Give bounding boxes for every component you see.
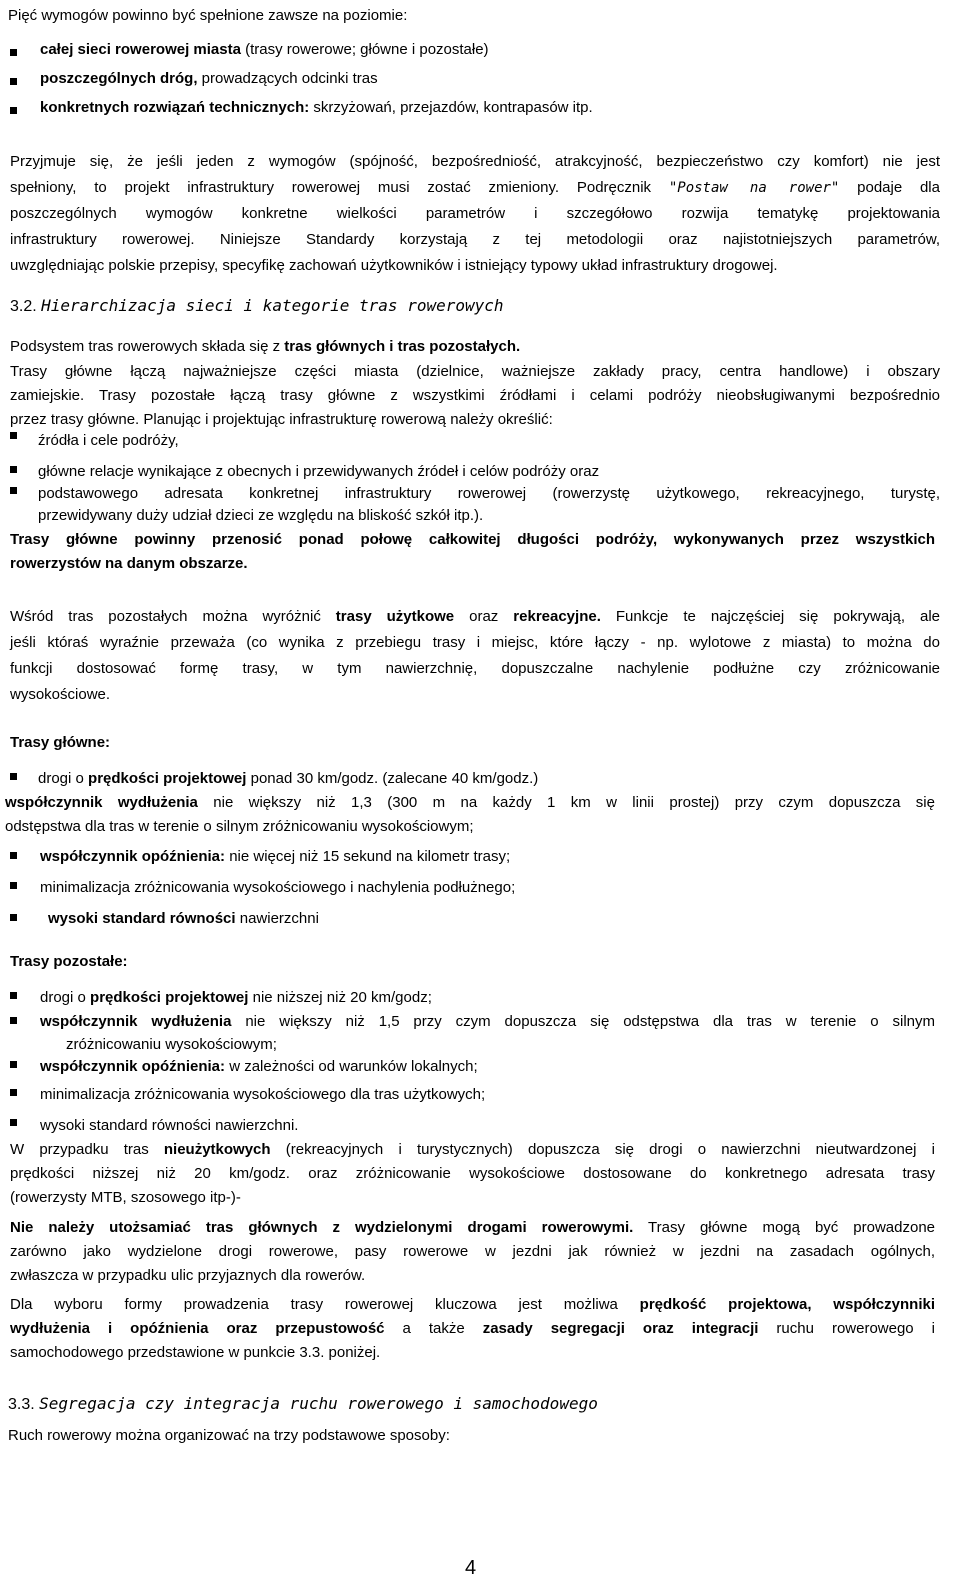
para1-line-1: Przyjmuje się, że jeśli jeden z wymogów (spójność, bezpośredniość, atrakcyjność, bezpieczeństwo czy komfort) nie jest: [10, 153, 940, 170]
section32-p1: Podsystem tras rowerowych składa się z tras głównych i tras pozostałych.: [10, 338, 521, 355]
intro-bullet-2: poszczególnych dróg, prowadzących odcinki tras: [40, 70, 378, 87]
glowne-bullet-3: minimalizacja zróżnicowania wysokościowego i nachylenia podłużnego;: [40, 879, 516, 896]
bullet-icon: [10, 992, 17, 999]
glowne-bullet-2: współczynnik opóźnienia: nie więcej niż 15 sekund na kilometr trasy;: [40, 848, 511, 865]
pozostale-p3-line-1: Dla wyboru formy prowadzenia trasy rowerowej kluczowa jest możliwa prędkość projektowa, współczynniki: [10, 1296, 935, 1313]
trasy-pozostale-heading: Trasy pozostałe:: [10, 953, 128, 970]
bullet-icon: [10, 107, 17, 114]
para1-line-2: spełniony, to projekt infrastruktury rowerowej musi zostać zmieniony. Podręcznik "Postaw na rower" podaje dla: [10, 179, 940, 196]
bullet-icon: [10, 914, 17, 921]
intro-bullet-1: całej sieci rowerowej miasta (trasy rowerowe; główne i pozostałe): [40, 41, 489, 58]
pozostale-p2-line-2: zarówno jako wydzielone drogi rowerowe, pasy rowerowe w jezdni jak również w jezdni na zasadach ogólnych,: [10, 1243, 935, 1260]
bullet-icon: [10, 1089, 17, 1096]
bullet-icon: [10, 487, 17, 494]
section32-bullet-1: źródła i cele podróży,: [38, 432, 179, 449]
bullet-icon: [10, 1119, 17, 1126]
pozostale-bullet-4: minimalizacja zróżnicowania wysokościowego dla tras użytkowych;: [40, 1086, 486, 1103]
para1-line-5: uwzględniając polskie przepisy, specyfikę zachowań użytkowników i istniejący typowy układ infrastruktury drogowej.: [10, 257, 778, 274]
pozostale-p3-line-2: wydłużenia i opóźnienia oraz przepustowość a także zasady segregacji oraz integracji ruchu rowerowego i: [10, 1320, 935, 1337]
section32-p3-line-3: funkcji dostosować formę trasy, w tym nawierzchnię, dopuszczalne nachylenie podłużne czy zróżnicowanie: [10, 660, 940, 677]
glowne-wydluzenie-line-2: odstępstwa dla tras w terenie o silnym zróżnicowaniu wysokościowym;: [5, 818, 474, 835]
page-number: 4: [465, 1557, 477, 1579]
pozostale-p1-line-3: (rowerzysty MTB, szosowego itp-)-: [10, 1189, 241, 1206]
bullet-icon: [10, 466, 17, 473]
pozostale-bullet-1: drogi o prędkości projektowej nie niższej niż 20 km/godz;: [40, 989, 432, 1006]
section32-p2-line-2: zamiejskie. Trasy pozostałe łączą trasy główne z wszystkimi źródłami i celami podróży nieobsługiwanymi bezpośrednio: [10, 387, 940, 404]
pozostale-bullet-2-line-2: zróżnicowaniu wysokościowym;: [66, 1036, 277, 1053]
pozostale-bullet-3: współczynnik opóźnienia: w zależności od warunków lokalnych;: [40, 1058, 478, 1075]
pozostale-p2-line-3: zwłaszcza w przypadku ulic przyjaznych dla rowerów.: [10, 1267, 366, 1284]
section32-p3-line-4: wysokościowe.: [10, 686, 111, 703]
glowne-wydluzenie-line-1: współczynnik wydłużenia nie większy niż 1,3 (300 m na każdy 1 km w linii prostej) przy czym dopuszcza się: [5, 794, 935, 811]
bullet-icon: [10, 78, 17, 85]
section32-bullet-3-line-2: przewidywany duży udział dzieci ze względu na bliskość szkół itp.).: [38, 507, 484, 524]
bullet-icon: [10, 773, 17, 780]
section32-bullet-3-line-1: podstawowego adresata konkretnej infrastruktury rowerowej (rowerzystę użytkowego, rekreacyjnego, turystę,: [38, 485, 940, 502]
section32-bold-line-2: rowerzystów na danym obszarze.: [10, 555, 248, 572]
section32-p2-line-1: Trasy główne łączą najważniejsze części miasta (dzielnice, ważniejsze zakłady pracy, centra handlowe) i obszary: [10, 363, 940, 380]
section32-p2-line-3: przez trasy główne. Planując i projektując infrastrukturę rowerową należy określić:: [10, 411, 553, 428]
section-3-3-heading: 3.3. Segregacja czy integracja ruchu rowerowego i samochodowego: [8, 1394, 598, 1413]
bullet-icon: [10, 1061, 17, 1068]
section32-bold-line-1: Trasy główne powinny przenosić ponad połowę całkowitej długości podróży, wykonywanych przez wszystkich: [10, 531, 935, 548]
pozostale-bullet-2-line-1: współczynnik wydłużenia nie większy niż 1,5 przy czym dopuszcza się odstępstwa dla tras w terenie o silnym: [40, 1013, 935, 1030]
pozostale-bullet-5: wysoki standard równości nawierzchni.: [40, 1117, 299, 1134]
section-3-2-heading: 3.2. Hierarchizacja sieci i kategorie tras rowerowych: [10, 296, 504, 315]
section33-p1: Ruch rowerowy można organizować na trzy podstawowe sposoby:: [8, 1427, 450, 1444]
pozostale-p2-line-1: Nie należy utożsamiać tras głównych z wydzielonymi drogami rowerowymi. Trasy główne mogą być prowadzone: [10, 1219, 936, 1236]
pozostale-p1-line-2: prędkości niższej niż 20 km/godz. oraz zróżnicowanie wysokościowe dostosowane do konkretnego adresata trasy: [10, 1165, 935, 1182]
bullet-icon: [10, 882, 17, 889]
bullet-icon: [10, 49, 17, 56]
glowne-bullet-4: wysoki standard równości nawierzchni: [48, 910, 319, 927]
bullet-icon: [10, 432, 17, 439]
pozostale-p3-line-3: samochodowego przedstawione w punkcie 3.3. poniżej.: [10, 1344, 381, 1361]
para1-line-4: infrastruktury rowerowej. Niniejsze Standardy korzystają z tej metodologii oraz najistotniejszych parametrów,: [10, 231, 940, 248]
pozostale-p1-line-1: W przypadku tras nieużytkowych (rekreacyjnych i turystycznych) dopuszcza się drogi o nawierzchni nieutwardzonej i: [10, 1141, 935, 1158]
para1-line-3: poszczególnych wymogów konkretne wielkości parametrów i szczegółowo rozwija tematykę projektowania: [10, 205, 940, 222]
section32-p3-line-2: jeśli któraś wyraźnie przeważa (co wynika z przebiegu trasy i miejsc, które łączy - np. wylotowe z miasta) to można do: [10, 634, 940, 651]
intro-title: Pięć wymogów powinno być spełnione zawsze na poziomie:: [8, 7, 408, 24]
section32-bullet-2: główne relacje wynikające z obecnych i przewidywanych źródeł i celów podróży oraz: [38, 463, 600, 480]
bullet-icon: [10, 1017, 17, 1024]
intro-bullet-3: konkretnych rozwiązań technicznych: skrzyżowań, przejazdów, kontrapasów itp.: [40, 99, 593, 116]
trasy-glowne-heading: Trasy główne:: [10, 734, 111, 751]
section32-p3-line-1: Wśród tras pozostałych można wyróżnić trasy użytkowe oraz rekreacyjne. Funkcje te najczęściej się pokrywają, ale: [10, 608, 941, 625]
bullet-icon: [10, 852, 17, 859]
glowne-bullet-1: drogi o prędkości projektowej ponad 30 km/godz. (zalecane 40 km/godz.): [38, 770, 539, 787]
